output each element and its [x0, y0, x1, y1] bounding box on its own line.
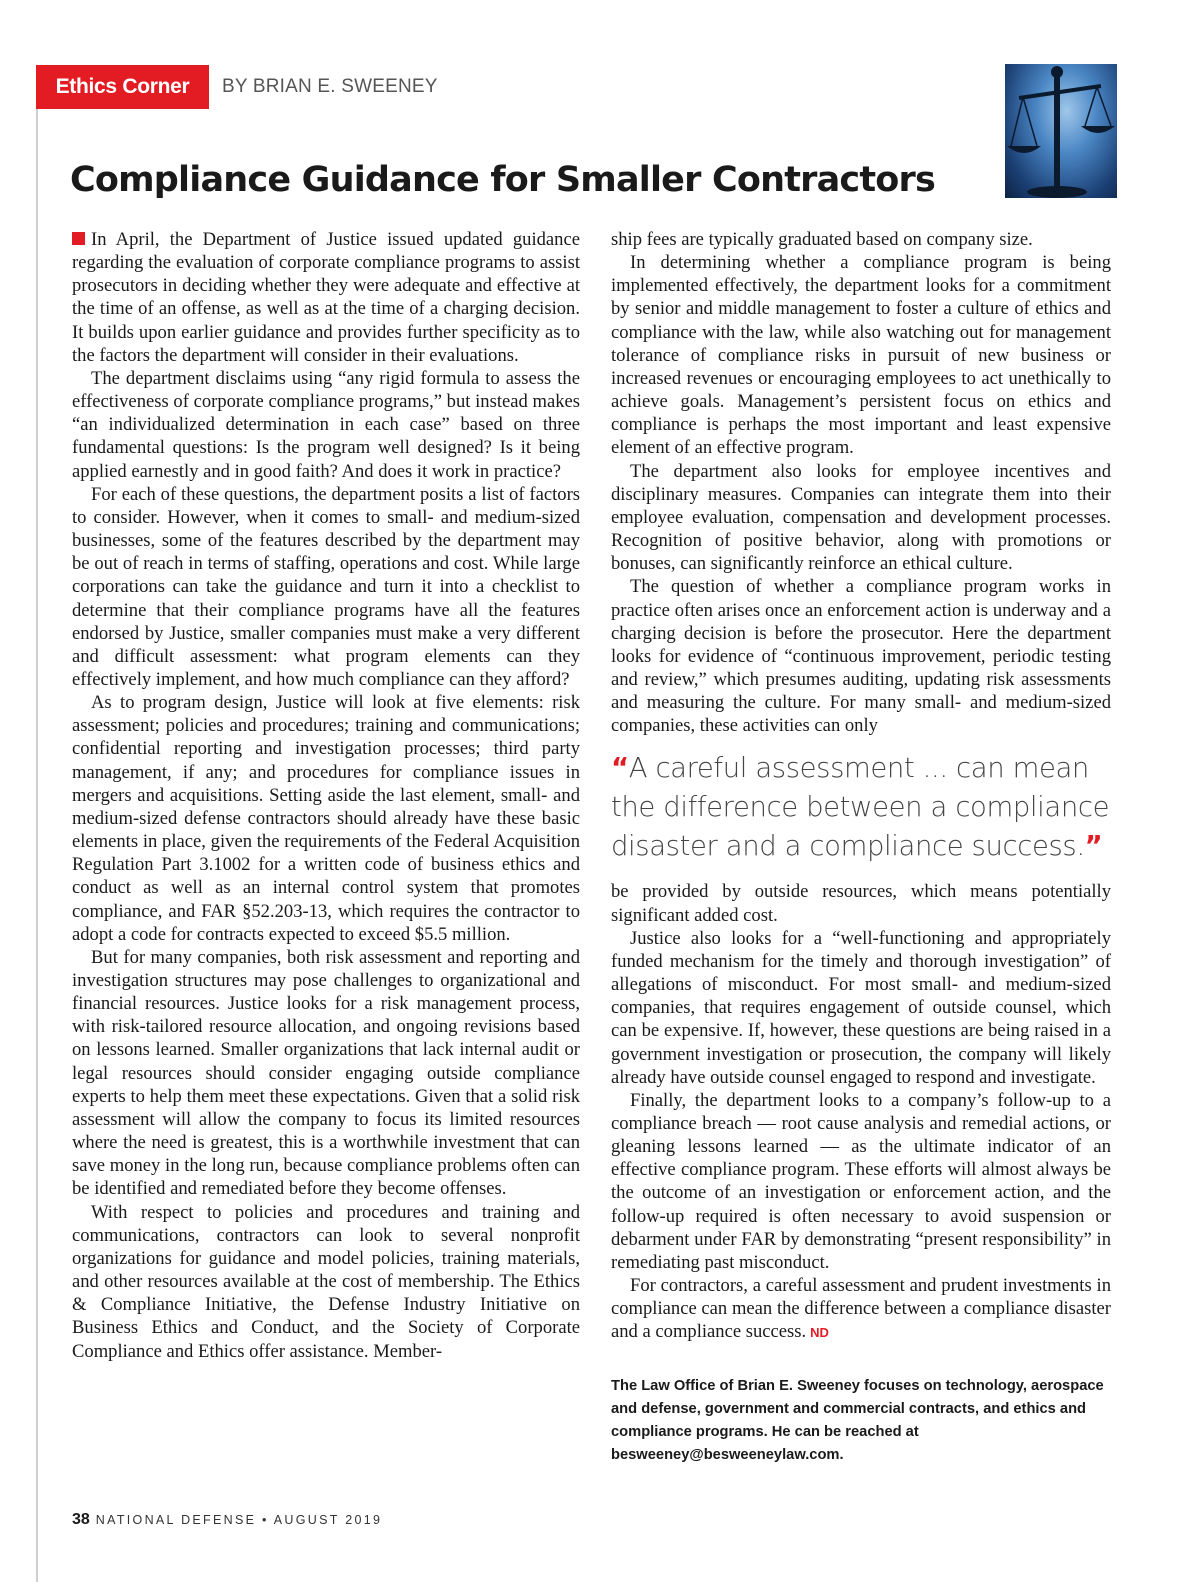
paragraph: For each of these questions, the department posits a list of factors to consider. However, when it comes to small- and medium-sized businesses, some of the features described by the department may be out of reach in terms of staffing, operations and cost. While large corporations can take the guidance and turn it into a checklist to determine that their compliance programs have all the features endorsed by Justice, smaller companies must make a very different and difficult assessment: what program elements can they effectively implement, and how much compliance can they afford?	[72, 483, 580, 690]
end-mark: ND	[810, 1325, 829, 1341]
page-footer	[72, 1511, 382, 1529]
paragraph: In determining whether a compliance program is being implemented effectively, the department looks for a commitment by senior and middle management to foster a culture of ethics and compliance with the law, while also watching out for management tolerance of compliance risks in pursuit of new business or increased revenues or encouraging employees to act unethically to achieve goals. Management’s persistent focus on ethics and compliance is perhaps the most important and least expensive element of an effective program.	[611, 252, 1111, 459]
paragraph: The department also looks for employee incentives and disciplinary measures. Companies can integrate them into their employee evaluation, compensation and development processes. Recognition of positive behavior, along with promotions or bonuses, can significantly reinforce an ethical culture.	[611, 460, 1111, 575]
article-headline: Compliance Guidance for Smaller Contractors	[70, 160, 936, 200]
paragraph: ship fees are typically graduated based on company size.	[611, 229, 1033, 250]
paragraph: With respect to policies and procedures and training and communications, contractors can look to several nonprofit organizations for guidance and model policies, training materials, and other resources available at the cost of membership. The Ethics & Compliance Initiative, the Defense Industry Initiative on Business Ethics and Conduct, and the Society of Corporate Compliance and Ethics offer assistance. Member-	[72, 1201, 580, 1362]
scales-of-justice-image	[1005, 64, 1117, 198]
paragraph: Justice also looks for a “well-functioning and appropriately funded mechanism for the timely and thorough investigation” of allegations of misconduct. For most small- and medium-sized companies, that requires engagement of outside counsel, which can be expensive. If, however, these questions are being raised in a government investigation or prosecution, the company will likely already have outside counsel engaged to respond and investigate.	[611, 927, 1111, 1088]
paragraph: For contractors, a careful assessment and prudent investments in compliance can mean the difference between a compliance disaster and a compliance success. ND	[611, 1275, 1111, 1343]
open-quote-mark: “	[611, 752, 629, 785]
bullet-square-icon	[72, 232, 85, 245]
paragraph: be provided by outside resources, which means potentially significant added cost.	[611, 881, 1111, 926]
publication-info: NATIONAL DEFENSE • AUGUST 2019	[95, 1513, 383, 1527]
byline: BY BRIAN E. SWEENEY	[222, 76, 438, 97]
paragraph: As to program design, Justice will look at five elements: risk assessment; policies and procedures; training and communications; confidential reporting and investigation processes; third party management, if any; and procedures for compliance issues in mergers and acquisitions. Setting aside the last element, small- and medium-sized defense contractors should already have these basic elements in place, given the requirements of the Federal Acquisition Regulation Part 3.1002 for a written code of business ethics and conduct as well as an internal control system that promotes compliance, and FAR §52.203-13, which requires the contractor to adopt a code for contracts expected to exceed $5.5 million.	[72, 692, 580, 945]
margin-rule	[36, 108, 38, 1582]
author-bio: The Law Office of Brian E. Sweeney focuses on technology, aerospace and defense, government and commercial contracts, and ethics and compliance programs. He can be reached at besweeney@besweeneylaw.com.	[611, 1377, 1104, 1464]
pull-quote	[611, 749, 1111, 866]
article-column-right	[611, 228, 1111, 1467]
paragraph: But for many companies, both risk assessment and reporting and investigation structures may pose challenges to organizational and financial resources. Justice looks for a risk management process, with risk-tailored resource allocation, and ongoing revisions based on lessons learned. Smaller organizations that lack internal audit or legal resources should consider engaging outside compliance experts to help them meet these expectations. Given that a solid risk assessment will allow the company to focus its limited resources where the need is greatest, this is a worthwhile investment that can save money in the long run, because compliance problems often can be identified and remediated before they become offenses.	[72, 946, 580, 1200]
article-column-left	[72, 228, 580, 1363]
scales-icon	[1005, 64, 1117, 198]
paragraph: In April, the Department of Justice issued updated guidance regarding the evaluation of corporate compliance programs to assist prosecutors in deciding whether they were adequate and effective at the time of an offense, as well as at the time of a charging decision. It builds upon earlier guidance and provides further specificity as to the factors the department will consider in their evaluations.	[72, 229, 580, 366]
paragraph: Finally, the department looks to a company’s follow-up to a compliance breach — root cause analysis and remedial actions, or gleaning lessons learned — as the ultimate indicator of an effective compliance program. These efforts will almost always be the outcome of an investigation or enforcement action, and the follow-up required is often necessary to avoid suspension or debarment under FAR by demonstrating “present responsibility” in remediating past misconduct.	[611, 1089, 1111, 1273]
page-number: 38	[72, 1511, 90, 1528]
close-quote-mark: ”	[1084, 830, 1103, 863]
paragraph: The department disclaims using “any rigid formula to assess the effectiveness of corporate compliance programs,” but instead makes “an individualized determination in each case” based on three fundamental questions: Is the program well designed? Is it being applied earnestly and in good faith? And does it work in practice?	[72, 367, 580, 482]
paragraph: The question of whether a compliance program works in practice often arises once an enforcement action is underway and a charging decision is before the prosecutor. Here the department looks for evidence of “continuous improvement, periodic testing and review,” which presumes auditing, updating risk assessments and measuring the culture. For many small- and medium-sized companies, these activities can only	[611, 576, 1111, 737]
section-tag: Ethics Corner	[36, 65, 209, 109]
pull-quote-text: A careful assessment ... can mean the difference between a compliance disaster and a compliance success.	[611, 752, 1110, 863]
